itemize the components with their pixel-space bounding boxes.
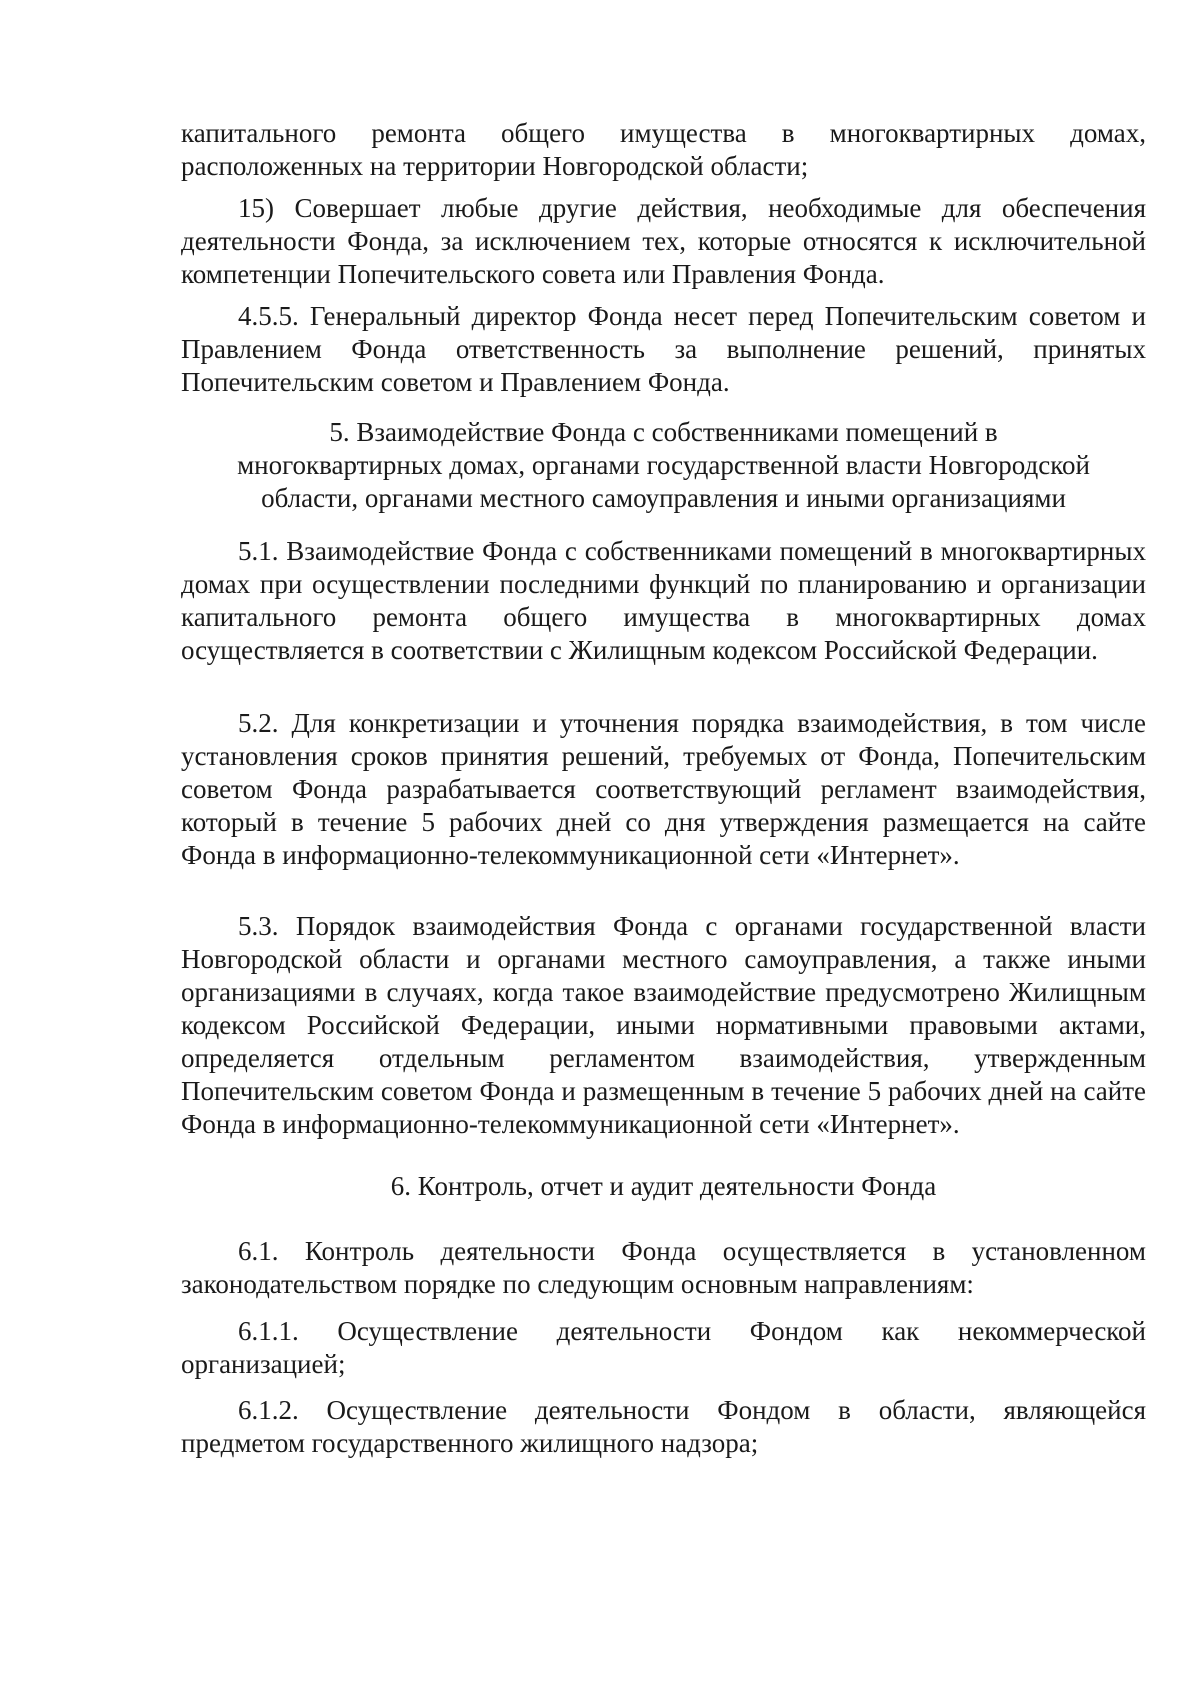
paragraph-5-3: 5.3. Порядок взаимодействия Фонда с органами государственной власти Новгородской области и органами местного самоуправления, а также иными организациями в случаях, когда такое взаимодействие предусмотрено Жилищным кодексом Российской Федерации, иными нормативными правовыми актами, определяется отдельным регламентом взаимодействия, утвержденным Попечительским советом Фонда и размещенным в течение 5 рабочих дней на сайте Фонда в информационно-телекоммуникационной сети «Интернет». [181, 911, 1146, 1139]
section-5-heading-line-1: 5. Взаимодействие Фонда с собственниками помещений в [329, 417, 998, 447]
paragraph-5-1: 5.1. Взаимодействие Фонда с собственниками помещений в многоквартирных домах при осуществлении последними функций по планированию и организации капитального ремонта общего имущества в многоквартирных домах осуществляется в соответствии с Жилищным кодексом Российской Федерации. [181, 536, 1146, 665]
paragraph-6-1-2: 6.1.2. Осуществление деятельности Фондом в области, являющейся предметом государственного жилищного надзора; [181, 1395, 1146, 1458]
section-5-heading-line-2: многоквартирных домах, органами государственной власти Новгородской [237, 450, 1090, 480]
paragraph-continuation: капитального ремонта общего имущества в многоквартирных домах, расположенных на территории Новгородской области; [181, 118, 1146, 181]
section-5-heading [181, 416, 1146, 515]
paragraph-5-2: 5.2. Для конкретизации и уточнения порядка взаимодействия, в том числе установления сроков принятия решений, требуемых от Фонда, Попечительским советом Фонда разрабатывается соответствующий регламент взаимодействия, который в течение 5 рабочих дней со дня утверждения размещается на сайте Фонда в информационно-телекоммуникационной сети «Интернет». [181, 708, 1146, 870]
paragraph-15: 15) Совершает любые другие действия, необходимые для обеспечения деятельности Фонда, за исключением тех, которые относятся к исключительной компетенции Попечительского совета или Правления Фонда. [181, 193, 1146, 289]
paragraph-6-1: 6.1. Контроль деятельности Фонда осуществляется в установленном законодательством порядке по следующим основным направлениям: [181, 1236, 1146, 1299]
paragraph-6-1-1: 6.1.1. Осуществление деятельности Фондом как некоммерческой организацией; [181, 1316, 1146, 1379]
section-5-heading-line-3: области, органами местного самоуправления и иными организациями [261, 483, 1066, 513]
paragraph-4-5-5: 4.5.5. Генеральный директор Фонда несет перед Попечительским советом и Правлением Фонда ответственность за выполнение решений, принятых Попечительским советом и Правлением Фонда. [181, 301, 1146, 397]
section-6-heading: 6. Контроль, отчет и аудит деятельности Фонда [390, 1171, 937, 1201]
